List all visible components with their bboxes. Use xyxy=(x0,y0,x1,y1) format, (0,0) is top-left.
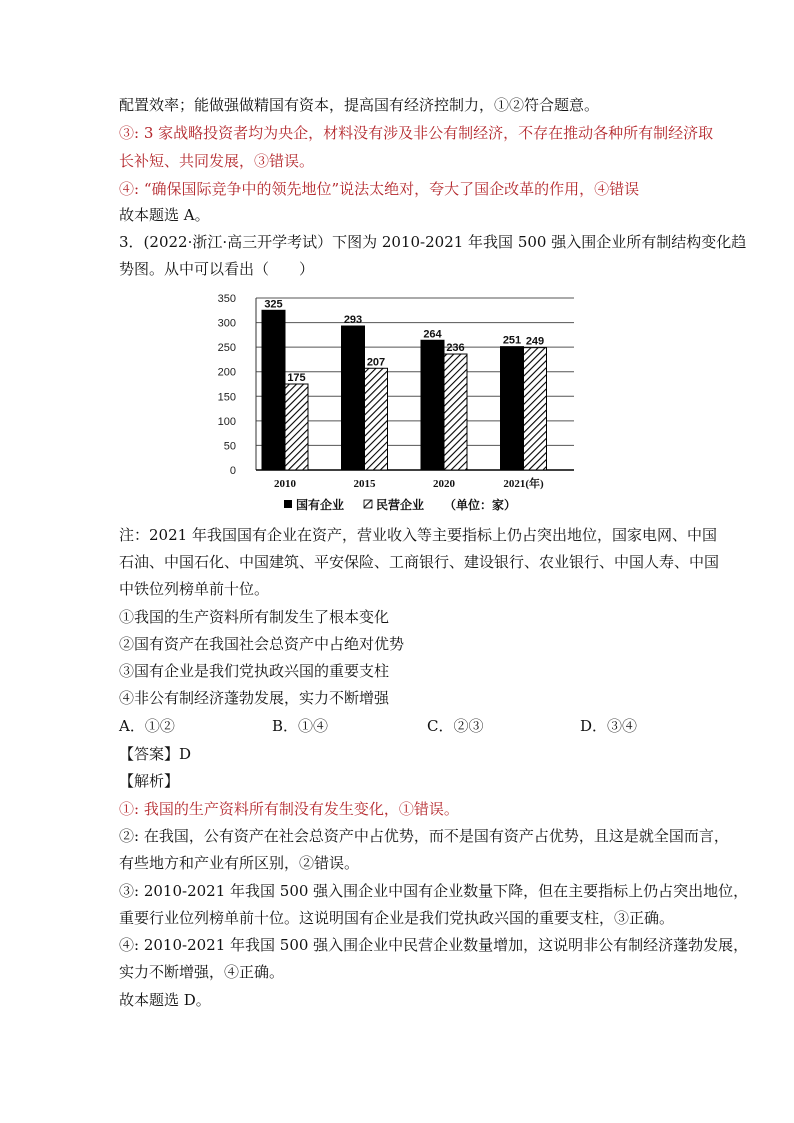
y-tick-label: 300 xyxy=(217,317,236,330)
analysis-line: 重要行业位列榜单前十位。这说明国有企业是我们党执政兴国的重要支柱，③正确。 xyxy=(119,909,675,927)
chart-note: 中铁位列榜单前十位。 xyxy=(119,580,270,598)
bar-state xyxy=(421,340,444,470)
analysis-line: 实力不断增强，④正确。 xyxy=(119,963,285,981)
y-tick-label: 200 xyxy=(217,366,236,379)
analysis-line: ④: 2010-2021 年我国 500 强入围企业中民营企业数量增加，这说明非公有制经济蓬勃发展， xyxy=(119,936,749,954)
prev-text-line: 配置效率；能做强做精国有资本，提高国有经济控制力，①②符合题意。 xyxy=(119,96,600,114)
analysis-line: 有些地方和产业有所区别，②错误。 xyxy=(119,854,360,872)
data-label: 293 xyxy=(343,314,363,327)
prev-analysis-line: 长补短、共同发展，③错误。 xyxy=(119,152,315,170)
bar-private xyxy=(524,348,547,470)
data-label: 249 xyxy=(525,335,545,348)
answer: 【答案】D xyxy=(119,745,192,763)
option-c: C．②③ xyxy=(427,717,484,735)
legend-label-private: 民营企业 xyxy=(376,498,425,512)
data-label: 264 xyxy=(423,328,442,341)
y-tick-label: 100 xyxy=(217,415,236,428)
bar-state xyxy=(501,347,524,470)
data-label: 207 xyxy=(366,356,386,369)
bar-private xyxy=(365,368,388,470)
y-tick-label: 150 xyxy=(217,391,236,404)
statement-3: ③国有企业是我们党执政兴国的重要支柱 xyxy=(119,662,390,680)
x-tick-label: 2015 xyxy=(353,478,376,490)
data-label: 175 xyxy=(287,372,306,384)
x-tick-label: 2020 xyxy=(433,478,455,490)
question-stem: 3．(2022·浙江·高三开学考试）下图为 2010-2021 年我国 500 强入围企业所有制结构变化趋 xyxy=(119,233,747,251)
option-a: A．①② xyxy=(119,717,175,735)
data-label: 325 xyxy=(264,298,283,311)
legend-swatch-private xyxy=(364,500,372,508)
y-tick-label: 50 xyxy=(223,440,236,453)
bar-private xyxy=(285,384,308,470)
ownership-bar-chart xyxy=(212,284,592,524)
analysis-line: ①: 我国的生产资料所有制没有发生变化，①错误。 xyxy=(119,800,459,818)
bar-private xyxy=(444,354,467,470)
y-tick-label: 350 xyxy=(217,293,236,305)
prev-conclusion: 故本题选 A。 xyxy=(119,206,210,224)
y-tick-label: 250 xyxy=(217,342,236,355)
data-label: 236 xyxy=(446,342,465,355)
bar-state xyxy=(342,326,365,470)
question-stem: 势图。从中可以看出（ ） xyxy=(119,260,315,278)
legend-label-state: 国有企业 xyxy=(296,498,345,512)
analysis-line: ②: 在我国，公有资产在社会总资产中占优势，而不是国有资产占优势，且这是就全国而言， xyxy=(119,827,729,845)
chart-note: 石油、中国石化、中国建筑、平安保险、工商银行、建设银行、农业银行、中国人寿、中国 xyxy=(119,553,720,571)
x-tick-label: 2021(年) xyxy=(503,478,544,490)
prev-analysis-line: ③: 3 家战略投资者均为央企，材料没有涉及非公有制经济，不存在推动各种所有制经济取 xyxy=(119,124,714,142)
analysis-line: ③: 2010-2021 年我国 500 强入围企业中国有企业数量下降，但在主要指标上仍占突出地位， xyxy=(119,882,749,900)
legend-swatch-state xyxy=(284,500,292,508)
analysis-conclusion: 故本题选 D。 xyxy=(119,991,211,1009)
statement-1: ①我国的生产资料所有制发生了根本变化 xyxy=(119,608,390,626)
y-tick-label: 0 xyxy=(229,465,236,477)
x-tick-label: 2010 xyxy=(274,478,296,490)
option-d: D．③④ xyxy=(580,717,638,735)
statement-2: ②国有资产在我国社会总资产中占绝对优势 xyxy=(119,635,405,653)
bar-state xyxy=(262,310,285,470)
prev-analysis-line: ④: “确保国际竞争中的领先地位”说法太绝对，夸大了国企改革的作用，④错误 xyxy=(119,180,640,198)
data-label: 251 xyxy=(502,334,522,347)
analysis-title: 【解析】 xyxy=(119,772,180,790)
chart-note: 注：2021 年我国国有企业在资产，营业收入等主要指标上仍占突出地位，国家电网、中国 xyxy=(119,526,717,544)
option-b: B．①④ xyxy=(272,717,329,735)
legend-unit-note: （单位：家） xyxy=(444,498,517,512)
statement-4: ④非公有制经济蓬勃发展，实力不断增强 xyxy=(119,689,390,707)
